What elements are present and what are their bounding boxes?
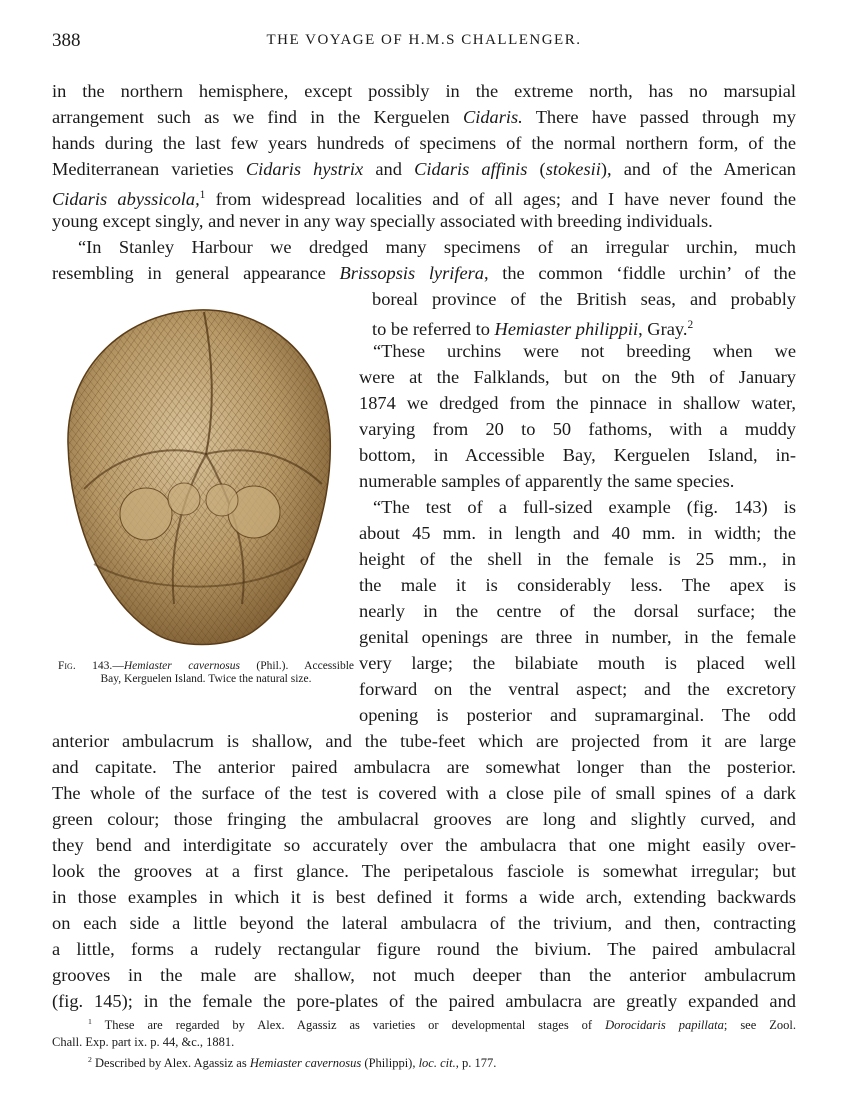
text-line: were at the Falklands, but on the 9th of January xyxy=(359,367,796,387)
text-line: genital openings are three in number, in the female xyxy=(359,627,796,647)
text-line: hands during the last few years hundreds of specimens of the normal northern form, of the xyxy=(52,133,796,153)
text-line: to be referred to Hemiaster philippii, Gray.$^2$ xyxy=(372,319,694,340)
text-line: The whole of the surface of the test is covered with a close pile of small spines of a dark xyxy=(52,783,796,803)
text-line: (fig. 145); in the female the pore-plates of the paired ambulacra are greatly expanded and xyxy=(52,991,796,1011)
text-line: green colour; those fringing the ambulacral grooves are long and slightly curved, and xyxy=(52,809,796,829)
footnote: $^1$ These are regarded by Alex. Agassiz as varieties or developmental stages of Dorocidaris papillata; see Zool. xyxy=(88,1017,796,1033)
text-line: Mediterranean varieties Cidaris hystrix and Cidaris affinis (stokesii), and of the American xyxy=(52,159,796,179)
text-line: they bend and interdigitate so accurately over the ambulacra that one might easily over- xyxy=(52,835,796,855)
page-header xyxy=(52,30,796,56)
text-line: height of the shell in the female is 25 mm., in xyxy=(359,549,796,569)
running-title: THE VOYAGE OF H.M.S CHALLENGER. xyxy=(266,32,582,48)
footnotes xyxy=(52,1013,796,1072)
text-line: on each side a little beyond the lateral ambulacra of the trivium, and then, contracting xyxy=(52,913,796,933)
text-line: nearly in the centre of the dorsal surface; the xyxy=(359,601,796,621)
text-line: arrangement such as we find in the Kerguelen Cidaris. There have passed through my xyxy=(52,107,796,127)
text-line: forward on the ventral aspect; and the excretory xyxy=(359,679,796,699)
text-line: a little, forms a rudely rectangular figure round the bivium. The paired ambulacral xyxy=(52,939,796,959)
text-line: very large; the bilabiate mouth is placed well xyxy=(359,653,796,673)
page-number: 388 xyxy=(52,30,81,51)
text-line: resembling in general appearance Brissopsis lyrifera, the common ‘fiddle urchin’ of the xyxy=(52,263,796,283)
text-line: anterior ambulacrum is shallow, and the tube-feet which are projected from it are large xyxy=(52,731,796,751)
text-line: and capitate. The anterior paired ambulacra are somewhat longer than the posterior. xyxy=(52,757,796,777)
text-line: bottom, in Accessible Bay, Kerguelen Island, in- xyxy=(359,445,796,465)
caption-line: Fig. 143.—Hemiaster cavernosus (Phil.). Accessible xyxy=(58,660,354,672)
figure-caption xyxy=(58,660,354,686)
text-line: grooves in the male are shallow, not much deeper than the anterior ambulacrum xyxy=(52,965,796,985)
text-line: about 45 mm. in length and 40 mm. in width; the xyxy=(359,523,796,543)
text-line: “These urchins were not breeding when we xyxy=(373,341,796,361)
sea-urchin-drawing xyxy=(64,304,334,649)
caption-line: Bay, Kerguelen Island. Twice the natural size. xyxy=(100,673,312,685)
text-line: varying from 20 to 50 fathoms, with a muddy xyxy=(359,419,796,439)
urchin-illustration xyxy=(64,304,334,649)
text-line: numerable samples of apparently the same species. xyxy=(359,471,735,491)
text-line: Cidaris abyssicola,$^1$ from widespread localities and of all ages; and I have never found the xyxy=(52,189,796,210)
text-line: 1874 we dredged from the pinnace in shallow water, xyxy=(359,393,796,413)
text-line: in those examples in which it is best defined it forms a wide arch, extending backwards xyxy=(52,887,796,907)
text-line: the male it is considerably less. The apex is xyxy=(359,575,796,595)
footnote-continuation: Chall. Exp. part ix. p. 44, &c., 1881. xyxy=(52,1035,235,1050)
text-line: opening is posterior and supramarginal. The odd xyxy=(359,705,796,725)
text-line: boreal province of the British seas, and probably xyxy=(372,289,796,309)
text-line: in the northern hemisphere, except possibly in the extreme north, has no marsupial xyxy=(52,81,796,101)
text-line: “The test of a full-sized example (fig. 143) is xyxy=(373,497,796,517)
text-line: “In Stanley Harbour we dredged many specimens of an irregular urchin, much xyxy=(78,237,796,257)
text-line: young except singly, and never in any way specially associated with breeding individuals. xyxy=(52,211,713,231)
text-line: look the grooves at a first glance. The peripetalous fasciole is somewhat irregular; but xyxy=(52,861,796,881)
footnote: $^2$ Described by Alex. Agassiz as Hemiaster cavernosus (Philippi), loc. cit., p. 177. xyxy=(88,1055,497,1071)
